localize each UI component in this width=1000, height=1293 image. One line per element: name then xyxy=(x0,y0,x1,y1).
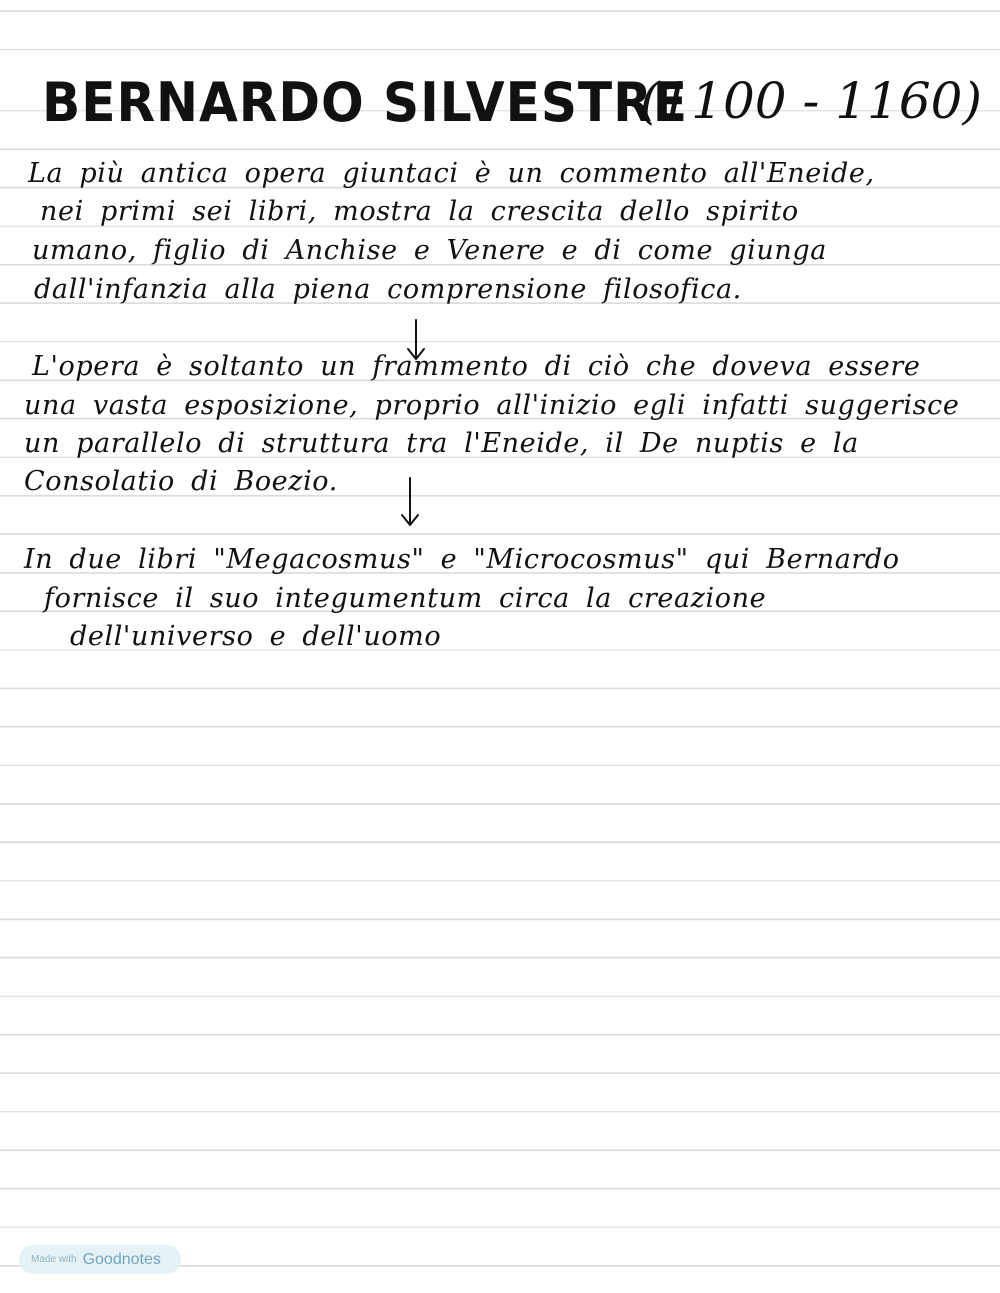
handwritten-line: un parallelo di struttura tra l'Eneide, il De nuptis e la xyxy=(24,428,859,459)
made-with-label: Made with xyxy=(31,1254,77,1265)
down-arrow-icon xyxy=(399,476,421,528)
handwritten-line: una vasta esposizione, proprio all'inizio egli infatti suggerisce xyxy=(24,390,960,421)
handwritten-line: La più antica opera giuntaci è un commento all'Eneide, xyxy=(28,158,875,189)
handwritten-line: nei primi sei libri, mostra la crescita dello spirito xyxy=(40,196,799,227)
handwritten-line: fornisce il suo integumentum circa la creazione xyxy=(44,583,767,614)
goodnotes-badge xyxy=(19,1245,181,1274)
handwritten-line: dall'infanzia alla piena comprensione filosofica. xyxy=(34,274,742,305)
title-dates: (1100 - 1160) xyxy=(639,72,982,130)
title-name: BERNARDO SILVESTRE xyxy=(42,71,688,134)
handwritten-line: In due libri "Megacosmus" e "Microcosmus" qui Bernardo xyxy=(24,544,900,575)
handwritten-line: dell'universo e dell'uomo xyxy=(70,621,442,652)
handwritten-line: L'opera è soltanto un frammento di ciò che doveva essere xyxy=(32,351,921,382)
goodnotes-logo: Goodnotes xyxy=(82,1250,161,1268)
handwritten-line: umano, figlio di Anchise e Venere e di come giunga xyxy=(32,235,827,266)
handwritten-line: Consolatio di Boezio. xyxy=(24,466,338,497)
page-title xyxy=(42,52,992,134)
